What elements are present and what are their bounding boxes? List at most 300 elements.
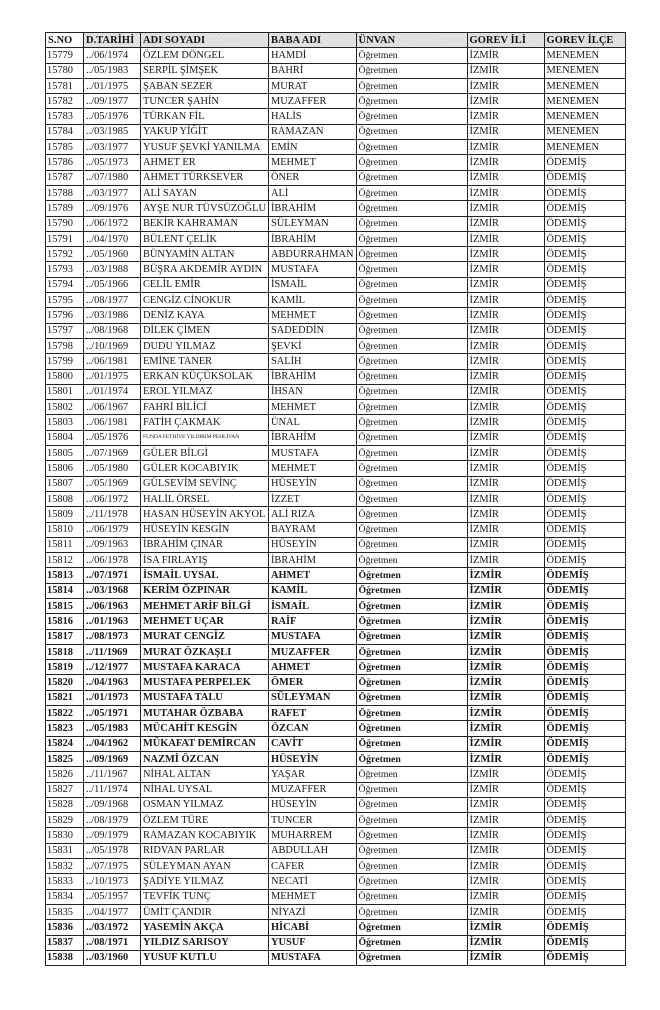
cell-sno: 15817 xyxy=(46,629,84,644)
table-row xyxy=(46,553,626,568)
cell-father-name: RAFET xyxy=(268,706,356,721)
cell-sno: 15813 xyxy=(46,568,84,583)
table-row xyxy=(46,109,626,124)
cell-full-name: YAKUP YİĞİT xyxy=(141,124,269,139)
cell-title: Öğretmen xyxy=(356,644,467,659)
cell-sno: 15808 xyxy=(46,491,84,506)
table-row xyxy=(46,201,626,216)
cell-father-name: İZZET xyxy=(268,491,356,506)
cell-district: ÖDEMİŞ xyxy=(544,950,625,965)
cell-province: İZMİR xyxy=(467,231,544,246)
cell-district: ÖDEMİŞ xyxy=(544,629,625,644)
table-row xyxy=(46,48,626,63)
table-row xyxy=(46,415,626,430)
cell-father-name: BAYRAM xyxy=(268,522,356,537)
cell-province: İZMİR xyxy=(467,782,544,797)
table-row xyxy=(46,446,626,461)
cell-father-name: AHMET xyxy=(268,568,356,583)
cell-sno: 15806 xyxy=(46,461,84,476)
cell-sno: 15791 xyxy=(46,231,84,246)
cell-title: Öğretmen xyxy=(356,675,467,690)
cell-title: Öğretmen xyxy=(356,231,467,246)
cell-title: Öğretmen xyxy=(356,48,467,63)
cell-province: İZMİR xyxy=(467,124,544,139)
cell-sno: 15779 xyxy=(46,48,84,63)
table-row xyxy=(46,63,626,78)
cell-title: Öğretmen xyxy=(356,124,467,139)
table-row xyxy=(46,889,626,904)
cell-district: ÖDEMİŞ xyxy=(544,354,625,369)
teacher-list-table xyxy=(45,32,626,966)
cell-district: MENEMEN xyxy=(544,63,625,78)
cell-father-name: SALİH xyxy=(268,354,356,369)
cell-district: ÖDEMİŞ xyxy=(544,660,625,675)
header-sno: S.NO xyxy=(46,33,84,48)
cell-father-name: MUSTAFA xyxy=(268,629,356,644)
cell-title: Öğretmen xyxy=(356,201,467,216)
cell-father-name: TUNCER xyxy=(268,813,356,828)
cell-province: İZMİR xyxy=(467,553,544,568)
cell-birth-date: ../05/1983 xyxy=(84,721,141,736)
cell-sno: 15794 xyxy=(46,277,84,292)
cell-sno: 15790 xyxy=(46,216,84,231)
cell-province: İZMİR xyxy=(467,400,544,415)
cell-title: Öğretmen xyxy=(356,323,467,338)
cell-full-name: SÜLEYMAN AYAN xyxy=(141,859,269,874)
cell-sno: 15837 xyxy=(46,935,84,950)
cell-district: ÖDEMİŞ xyxy=(544,170,625,185)
cell-birth-date: ../05/1960 xyxy=(84,247,141,262)
cell-birth-date: ../06/1972 xyxy=(84,491,141,506)
cell-sno: 15826 xyxy=(46,767,84,782)
cell-full-name: BEKİR KAHRAMAN xyxy=(141,216,269,231)
cell-district: ÖDEMİŞ xyxy=(544,675,625,690)
table-row xyxy=(46,583,626,598)
cell-birth-date: ../01/1975 xyxy=(84,78,141,93)
cell-sno: 15783 xyxy=(46,109,84,124)
cell-district: ÖDEMİŞ xyxy=(544,507,625,522)
cell-sno: 15799 xyxy=(46,354,84,369)
cell-province: İZMİR xyxy=(467,950,544,965)
cell-father-name: MUHARREM xyxy=(268,828,356,843)
cell-full-name: HALİL ÖRSEL xyxy=(141,491,269,506)
cell-birth-date: ../08/1973 xyxy=(84,629,141,644)
cell-father-name: MEHMET xyxy=(268,308,356,323)
cell-full-name: FATİH ÇAKMAK xyxy=(141,415,269,430)
cell-title: Öğretmen xyxy=(356,690,467,705)
cell-province: İZMİR xyxy=(467,491,544,506)
cell-district: ÖDEMİŞ xyxy=(544,231,625,246)
cell-full-name: ŞABAN SEZER xyxy=(141,78,269,93)
cell-sno: 15780 xyxy=(46,63,84,78)
cell-full-name: BÜŞRA AKDEMİR AYDIN xyxy=(141,262,269,277)
cell-sno: 15819 xyxy=(46,660,84,675)
cell-full-name: OSMAN YILMAZ xyxy=(141,797,269,812)
table-row xyxy=(46,277,626,292)
cell-title: Öğretmen xyxy=(356,904,467,919)
cell-title: Öğretmen xyxy=(356,384,467,399)
cell-father-name: YAŞAR xyxy=(268,767,356,782)
cell-full-name: MEHMET UÇAR xyxy=(141,614,269,629)
cell-title: Öğretmen xyxy=(356,430,467,445)
cell-province: İZMİR xyxy=(467,185,544,200)
cell-father-name: ÜNAL xyxy=(268,415,356,430)
cell-district: ÖDEMİŞ xyxy=(544,491,625,506)
table-row xyxy=(46,369,626,384)
cell-district: ÖDEMİŞ xyxy=(544,216,625,231)
cell-province: İZMİR xyxy=(467,109,544,124)
cell-province: İZMİR xyxy=(467,293,544,308)
cell-district: ÖDEMİŞ xyxy=(544,277,625,292)
cell-full-name: İSMAİL UYSAL xyxy=(141,568,269,583)
cell-district: MENEMEN xyxy=(544,78,625,93)
cell-district: ÖDEMİŞ xyxy=(544,782,625,797)
cell-father-name: SÜLEYMAN xyxy=(268,216,356,231)
cell-full-name: ÖZLEM DÖNGEL xyxy=(141,48,269,63)
cell-province: İZMİR xyxy=(467,935,544,950)
cell-birth-date: ../11/1969 xyxy=(84,644,141,659)
cell-full-name: MEHMET ARİF BİLGİ xyxy=(141,598,269,613)
cell-title: Öğretmen xyxy=(356,338,467,353)
table-row xyxy=(46,384,626,399)
cell-full-name: AHMET ER xyxy=(141,155,269,170)
table-row xyxy=(46,721,626,736)
cell-birth-date: ../05/1973 xyxy=(84,155,141,170)
cell-title: Öğretmen xyxy=(356,78,467,93)
cell-sno: 15816 xyxy=(46,614,84,629)
table-row xyxy=(46,247,626,262)
cell-birth-date: ../05/1980 xyxy=(84,461,141,476)
cell-province: İZMİR xyxy=(467,170,544,185)
cell-title: Öğretmen xyxy=(356,522,467,537)
cell-sno: 15801 xyxy=(46,384,84,399)
cell-district: ÖDEMİŞ xyxy=(544,323,625,338)
cell-father-name: YUSUF xyxy=(268,935,356,950)
cell-birth-date: ../06/1979 xyxy=(84,522,141,537)
table-row xyxy=(46,507,626,522)
cell-father-name: NECATİ xyxy=(268,874,356,889)
cell-title: Öğretmen xyxy=(356,247,467,262)
table-row xyxy=(46,828,626,843)
header-father-name: BABA ADI xyxy=(268,33,356,48)
cell-title: Öğretmen xyxy=(356,782,467,797)
cell-father-name: ALİ xyxy=(268,185,356,200)
cell-title: Öğretmen xyxy=(356,751,467,766)
cell-province: İZMİR xyxy=(467,262,544,277)
cell-full-name: KERİM ÖZPINAR xyxy=(141,583,269,598)
cell-father-name: İBRAHİM xyxy=(268,201,356,216)
cell-province: İZMİR xyxy=(467,690,544,705)
cell-birth-date: ../06/1981 xyxy=(84,354,141,369)
cell-province: İZMİR xyxy=(467,323,544,338)
table-row xyxy=(46,751,626,766)
table-row xyxy=(46,78,626,93)
cell-province: İZMİR xyxy=(467,583,544,598)
cell-full-name: TÜRKAN FİL xyxy=(141,109,269,124)
table-row xyxy=(46,935,626,950)
cell-sno: 15835 xyxy=(46,904,84,919)
table-row xyxy=(46,140,626,155)
cell-birth-date: ../07/1980 xyxy=(84,170,141,185)
cell-district: ÖDEMİŞ xyxy=(544,201,625,216)
cell-full-name: YUSUF ŞEVKİ YANILMA xyxy=(141,140,269,155)
cell-birth-date: ../05/1957 xyxy=(84,889,141,904)
cell-title: Öğretmen xyxy=(356,354,467,369)
cell-sno: 15812 xyxy=(46,553,84,568)
cell-birth-date: ../04/1963 xyxy=(84,675,141,690)
cell-birth-date: ../11/1978 xyxy=(84,507,141,522)
cell-province: İZMİR xyxy=(467,247,544,262)
cell-full-name: ÜMİT ÇANDIR xyxy=(141,904,269,919)
cell-sno: 15821 xyxy=(46,690,84,705)
cell-title: Öğretmen xyxy=(356,446,467,461)
cell-province: İZMİR xyxy=(467,476,544,491)
cell-full-name: ALİ SAYAN xyxy=(141,185,269,200)
cell-province: İZMİR xyxy=(467,904,544,919)
cell-full-name: YUSUF KUTLU xyxy=(141,950,269,965)
cell-birth-date: ../03/1972 xyxy=(84,920,141,935)
cell-birth-date: ../01/1975 xyxy=(84,369,141,384)
cell-birth-date: ../09/1963 xyxy=(84,537,141,552)
cell-province: İZMİR xyxy=(467,889,544,904)
cell-father-name: SÜLEYMAN xyxy=(268,690,356,705)
cell-birth-date: ../03/1977 xyxy=(84,140,141,155)
cell-title: Öğretmen xyxy=(356,583,467,598)
cell-sno: 15796 xyxy=(46,308,84,323)
cell-title: Öğretmen xyxy=(356,537,467,552)
cell-sno: 15824 xyxy=(46,736,84,751)
cell-province: İZMİR xyxy=(467,140,544,155)
cell-district: ÖDEMİŞ xyxy=(544,537,625,552)
cell-birth-date: ../12/1977 xyxy=(84,660,141,675)
cell-province: İZMİR xyxy=(467,797,544,812)
table-row xyxy=(46,629,626,644)
cell-title: Öğretmen xyxy=(356,415,467,430)
cell-full-name: MUSTAFA KARACA xyxy=(141,660,269,675)
cell-father-name: HÜSEYİN xyxy=(268,797,356,812)
cell-full-name: TEVFİK TUNÇ xyxy=(141,889,269,904)
cell-district: ÖDEMİŞ xyxy=(544,935,625,950)
table-row xyxy=(46,124,626,139)
cell-birth-date: ../10/1973 xyxy=(84,874,141,889)
table-row xyxy=(46,843,626,858)
cell-father-name: AHMET xyxy=(268,660,356,675)
cell-full-name: DİLEK ÇİMEN xyxy=(141,323,269,338)
cell-title: Öğretmen xyxy=(356,767,467,782)
cell-title: Öğretmen xyxy=(356,629,467,644)
cell-full-name: GÜLER KOCABIYIK xyxy=(141,461,269,476)
table-row xyxy=(46,706,626,721)
cell-sno: 15838 xyxy=(46,950,84,965)
header-province: GOREV İLİ xyxy=(467,33,544,48)
cell-birth-date: ../09/1968 xyxy=(84,797,141,812)
table-row xyxy=(46,231,626,246)
table-row xyxy=(46,293,626,308)
table-row xyxy=(46,598,626,613)
cell-sno: 15811 xyxy=(46,537,84,552)
cell-province: İZMİR xyxy=(467,644,544,659)
cell-birth-date: ../07/1971 xyxy=(84,568,141,583)
cell-sno: 15787 xyxy=(46,170,84,185)
cell-birth-date: ../06/1967 xyxy=(84,400,141,415)
cell-province: İZMİR xyxy=(467,751,544,766)
cell-father-name: İBRAHİM xyxy=(268,369,356,384)
cell-full-name: İSA FIRLAYIŞ xyxy=(141,553,269,568)
cell-sno: 15810 xyxy=(46,522,84,537)
cell-district: ÖDEMİŞ xyxy=(544,553,625,568)
cell-full-name: İBRAHİM ÇINAR xyxy=(141,537,269,552)
cell-title: Öğretmen xyxy=(356,935,467,950)
table-row xyxy=(46,797,626,812)
cell-sno: 15834 xyxy=(46,889,84,904)
cell-full-name: NİHAL UYSAL xyxy=(141,782,269,797)
cell-sno: 15789 xyxy=(46,201,84,216)
cell-district: ÖDEMİŞ xyxy=(544,400,625,415)
cell-sno: 15814 xyxy=(46,583,84,598)
cell-district: ÖDEMİŞ xyxy=(544,522,625,537)
cell-sno: 15805 xyxy=(46,446,84,461)
table-row xyxy=(46,476,626,491)
cell-father-name: MUZAFFER xyxy=(268,782,356,797)
cell-title: Öğretmen xyxy=(356,461,467,476)
cell-district: ÖDEMİŞ xyxy=(544,338,625,353)
cell-title: Öğretmen xyxy=(356,813,467,828)
cell-full-name: ÖZLEM TÜRE xyxy=(141,813,269,828)
cell-birth-date: ../07/1969 xyxy=(84,446,141,461)
cell-district: ÖDEMİŞ xyxy=(544,155,625,170)
cell-district: ÖDEMİŞ xyxy=(544,583,625,598)
cell-province: İZMİR xyxy=(467,859,544,874)
cell-father-name: ABDULLAH xyxy=(268,843,356,858)
cell-father-name: SADEDDİN xyxy=(268,323,356,338)
cell-title: Öğretmen xyxy=(356,706,467,721)
cell-sno: 15815 xyxy=(46,598,84,613)
cell-father-name: MEHMET xyxy=(268,889,356,904)
cell-title: Öğretmen xyxy=(356,950,467,965)
cell-sno: 15825 xyxy=(46,751,84,766)
cell-district: ÖDEMİŞ xyxy=(544,843,625,858)
cell-province: İZMİR xyxy=(467,216,544,231)
cell-full-name: SERPİL ŞİMŞEK xyxy=(141,63,269,78)
cell-full-name: BÜNYAMİN ALTAN xyxy=(141,247,269,262)
table-row xyxy=(46,430,626,445)
cell-sno: 15833 xyxy=(46,874,84,889)
cell-birth-date: ../08/1977 xyxy=(84,293,141,308)
cell-full-name: MÜKAFAT DEMİRCAN xyxy=(141,736,269,751)
table-row xyxy=(46,323,626,338)
cell-title: Öğretmen xyxy=(356,262,467,277)
cell-district: ÖDEMİŞ xyxy=(544,384,625,399)
cell-district: ÖDEMİŞ xyxy=(544,736,625,751)
cell-birth-date: ../06/1963 xyxy=(84,598,141,613)
cell-title: Öğretmen xyxy=(356,614,467,629)
cell-full-name: AYŞE NUR TÜVSÜZOĞLU xyxy=(141,201,269,216)
cell-sno: 15793 xyxy=(46,262,84,277)
cell-father-name: MUSTAFA xyxy=(268,950,356,965)
cell-full-name: NAZMİ ÖZCAN xyxy=(141,751,269,766)
cell-title: Öğretmen xyxy=(356,476,467,491)
table-row xyxy=(46,262,626,277)
cell-district: ÖDEMİŞ xyxy=(544,721,625,736)
cell-district: ÖDEMİŞ xyxy=(544,920,625,935)
cell-district: ÖDEMİŞ xyxy=(544,415,625,430)
cell-birth-date: ../03/1988 xyxy=(84,262,141,277)
cell-title: Öğretmen xyxy=(356,369,467,384)
cell-sno: 15782 xyxy=(46,94,84,109)
cell-birth-date: ../06/1978 xyxy=(84,553,141,568)
table-row xyxy=(46,675,626,690)
cell-province: İZMİR xyxy=(467,767,544,782)
table-row xyxy=(46,767,626,782)
cell-father-name: MUSTAFA xyxy=(268,446,356,461)
cell-district: ÖDEMİŞ xyxy=(544,598,625,613)
cell-full-name: MUTAHAR ÖZBABA xyxy=(141,706,269,721)
cell-district: ÖDEMİŞ xyxy=(544,644,625,659)
cell-title: Öğretmen xyxy=(356,721,467,736)
cell-title: Öğretmen xyxy=(356,293,467,308)
cell-birth-date: ../03/1986 xyxy=(84,308,141,323)
cell-province: İZMİR xyxy=(467,828,544,843)
cell-district: ÖDEMİŞ xyxy=(544,293,625,308)
cell-sno: 15795 xyxy=(46,293,84,308)
cell-birth-date: ../05/1976 xyxy=(84,430,141,445)
cell-sno: 15800 xyxy=(46,369,84,384)
cell-title: Öğretmen xyxy=(356,155,467,170)
cell-title: Öğretmen xyxy=(356,277,467,292)
cell-sno: 15781 xyxy=(46,78,84,93)
cell-father-name: HÜSEYİN xyxy=(268,537,356,552)
cell-full-name: FUNDA FETHİYE YILDIRIM PEHLİVAN xyxy=(141,430,269,445)
cell-full-name: FAHRİ BİLİCİ xyxy=(141,400,269,415)
cell-sno: 15820 xyxy=(46,675,84,690)
cell-full-name: TUNCER ŞAHİN xyxy=(141,94,269,109)
cell-birth-date: ../03/1968 xyxy=(84,583,141,598)
cell-full-name: HASAN HÜSEYİN AKYOL xyxy=(141,507,269,522)
cell-province: İZMİR xyxy=(467,48,544,63)
header-full-name: ADI SOYADI xyxy=(141,33,269,48)
cell-district: ÖDEMİŞ xyxy=(544,690,625,705)
cell-title: Öğretmen xyxy=(356,568,467,583)
cell-title: Öğretmen xyxy=(356,491,467,506)
table-row xyxy=(46,859,626,874)
cell-sno: 15788 xyxy=(46,185,84,200)
cell-sno: 15786 xyxy=(46,155,84,170)
cell-full-name: YILDIZ SARISOY xyxy=(141,935,269,950)
cell-title: Öğretmen xyxy=(356,598,467,613)
cell-father-name: BAHRİ xyxy=(268,63,356,78)
cell-district: ÖDEMİŞ xyxy=(544,247,625,262)
cell-father-name: RAİF xyxy=(268,614,356,629)
cell-birth-date: ../04/1962 xyxy=(84,736,141,751)
cell-province: İZMİR xyxy=(467,598,544,613)
cell-district: MENEMEN xyxy=(544,124,625,139)
cell-full-name: YASEMİN AKÇA xyxy=(141,920,269,935)
cell-birth-date: ../09/1976 xyxy=(84,201,141,216)
cell-province: İZMİR xyxy=(467,338,544,353)
cell-full-name: GÜLER BİLGİ xyxy=(141,446,269,461)
table-row xyxy=(46,308,626,323)
cell-birth-date: ../05/1976 xyxy=(84,109,141,124)
cell-sno: 15807 xyxy=(46,476,84,491)
table-row xyxy=(46,400,626,415)
cell-father-name: HÜSEYİN xyxy=(268,751,356,766)
cell-district: ÖDEMİŞ xyxy=(544,874,625,889)
cell-sno: 15828 xyxy=(46,797,84,812)
cell-birth-date: ../07/1975 xyxy=(84,859,141,874)
cell-full-name: NİHAL ALTAN xyxy=(141,767,269,782)
table-row xyxy=(46,185,626,200)
document-page xyxy=(45,32,626,966)
